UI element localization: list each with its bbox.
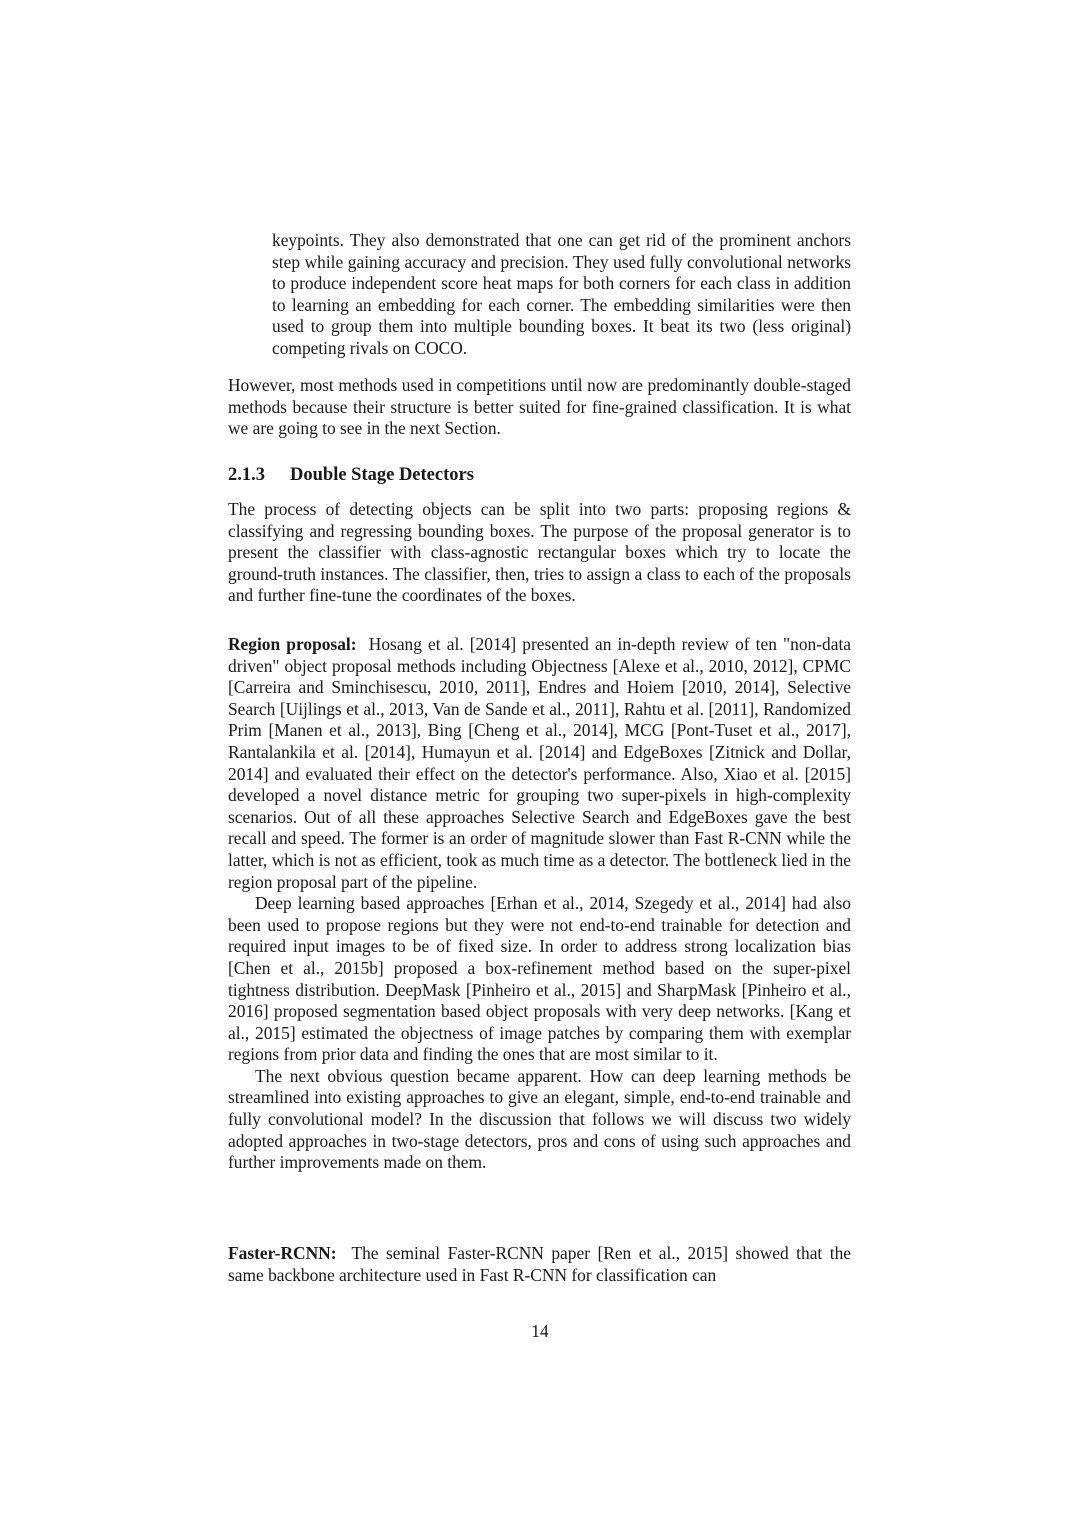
faster-rcnn-block (228, 1243, 851, 1286)
faster-rcnn-heading: Faster-RCNN: (228, 1243, 337, 1263)
continuation-text: keypoints. They also demonstrated that one can get rid of the prominent anchors step while gaining accuracy and precision. They used fully convolutional networks to produce independent score heat maps for both corners for each class in addition to learning an embedding for each corner. The embedding similarities were then used to group them into multiple bounding boxes. It beat its two (less original) competing rivals on COCO. (272, 230, 851, 358)
page-number: 14 (531, 1321, 549, 1341)
section-heading (228, 464, 474, 486)
faster-rcnn-paragraph (228, 1243, 851, 1286)
region-proposal-paragraph-2: Deep learning based approaches [Erhan et al., 2014, Szegedy et al., 2014] had also been used to propose regions but they were not end-to-end trainable for detection and required input images to be of fixed size. In order to address strong localization bias [Chen et al., 2015b] proposed a box-refinement method based on the super-pixel tightness distribution. DeepMask [Pinheiro et al., 2015] and SharpMask [Pinheiro et al., 2016] proposed segmentation based object proposals with very deep networks. [Kang et al., 2015] estimated the objectness of image patches by comparing them with exemplar regions from prior data and finding the ones that are most similar to it. (228, 893, 851, 1065)
section-title: Double Stage Detectors (290, 465, 474, 485)
region-proposal-paragraph-1 (228, 634, 851, 893)
faster-rcnn-text: The seminal Faster-RCNN paper [Ren et al., 2015] showed that the same backbone architecture used in Fast R-CNN for classification can (228, 1243, 851, 1285)
continuation-paragraph (272, 230, 851, 360)
section-text: The process of detecting objects can be split into two parts: proposing regions & classifying and regressing bounding boxes. The purpose of the proposal generator is to present the classifier with class-agnostic rectangular boxes which try to locate the ground-truth instances. The classifier, then, tries to assign a class to each of the proposals and further fine-tune the coordinates of the boxes. (228, 499, 851, 606)
region-proposal-paragraph-3: The next obvious question became apparent. How can deep learning methods be streamlined into existing approaches to give an elegant, simple, end-to-end trainable and fully convolutional model? In the discussion that follows we will discuss two widely adopted approaches in two-stage detectors, pros and cons of using such approaches and further improvements made on them. (228, 1065, 851, 1173)
region-proposal-heading: Region proposal: (228, 634, 357, 654)
region-proposal-block (228, 634, 851, 1174)
section-paragraph (228, 499, 851, 607)
region-proposal-text-1: Hosang et al. [2014] presented an in-depth review of ten "non-data driven" object proposal methods including Objectness [Alexe et al., 2010, 2012], CPMC [Carreira and Sminchisescu, 2010, 2011], Endres and Hoiem [2010, 2014], Selective Search [Uijlings et al., 2013, Van de Sande et al., 2011], Rahtu et al. [2011], Randomized Prim [Manen et al., 2013], Bing [Cheng et al., 2014], MCG [Pont-Tuset et al., 2017], Rantalankila et al. [2014], Humayun et al. [2014] and EdgeBoxes [Zitnick and Dollar, 2014] and evaluated their effect on the detector's performance. Also, Xiao et al. [2015] developed a novel distance metric for grouping two super-pixels in high-complexity scenarios. Out of all these approaches Selective Search and EdgeBoxes gave the best recall and speed. The former is an order of magnitude slower than Fast R-CNN while the latter, which is not as efficient, took as much time as a detector. The bottleneck lied in the region proposal part of the pipeline. (228, 634, 851, 892)
intro-paragraph (228, 375, 851, 440)
intro-text: However, most methods used in competitions until now are predominantly double-staged methods because their structure is better suited for fine-grained classification. It is what we are going to see in the next Section. (228, 375, 851, 439)
section-number: 2.1.3 (228, 465, 265, 485)
